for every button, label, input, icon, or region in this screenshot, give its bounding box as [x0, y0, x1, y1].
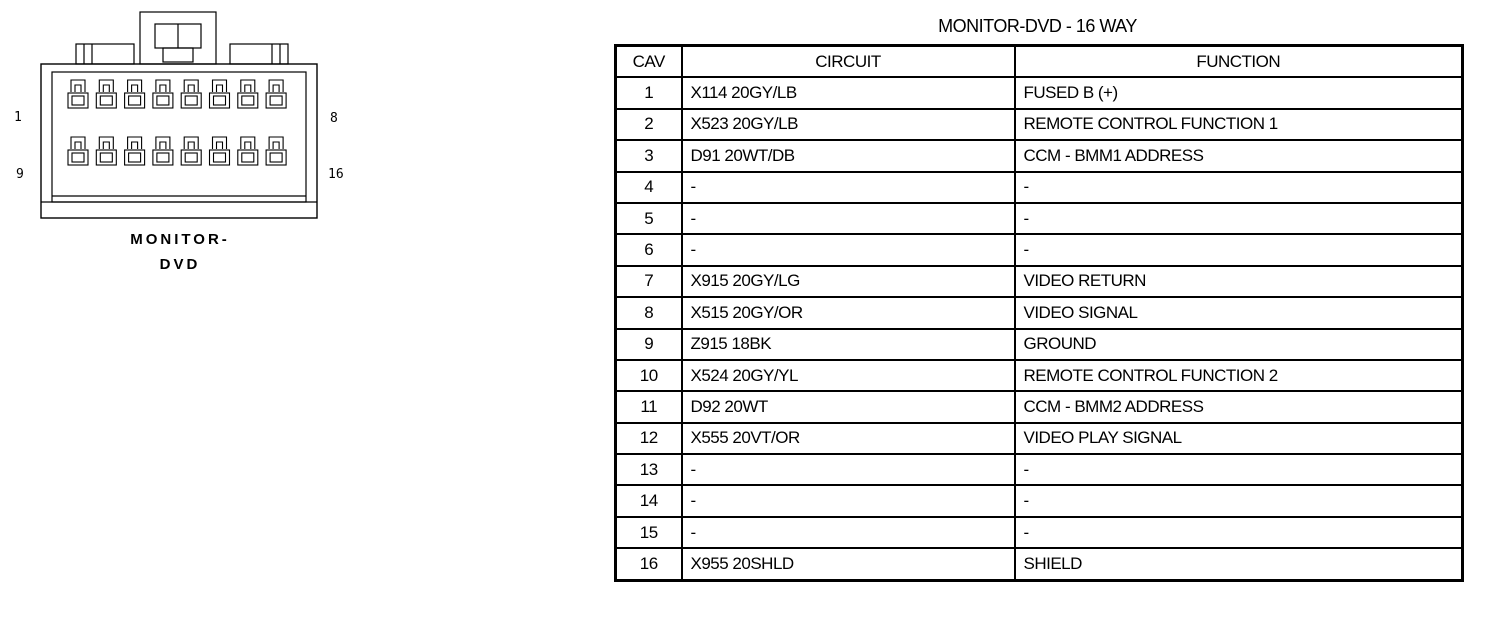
- circuit-cell: X915 20GY/LG: [682, 266, 1015, 297]
- pin-cavity: [181, 80, 201, 108]
- function-cell: -: [1015, 485, 1463, 516]
- header-row: [616, 46, 1463, 78]
- table-row: [616, 266, 1463, 297]
- circuit-cell: -: [682, 203, 1015, 234]
- table-row: [616, 517, 1463, 548]
- cav-cell: 1: [616, 77, 682, 108]
- circuit-cell: -: [682, 454, 1015, 485]
- function-cell: VIDEO PLAY SIGNAL: [1015, 423, 1463, 454]
- table-row: [616, 234, 1463, 265]
- circuit-cell: X955 20SHLD: [682, 548, 1015, 580]
- cav-cell: 12: [616, 423, 682, 454]
- cav-cell: 3: [616, 140, 682, 171]
- cav-cell: 11: [616, 391, 682, 422]
- pin-cavities: [68, 80, 286, 165]
- pin-cavity: [238, 137, 258, 165]
- pin-cavity: [125, 137, 145, 165]
- cavity-face: [52, 72, 306, 202]
- pin-cavity: [210, 137, 230, 165]
- function-cell: -: [1015, 203, 1463, 234]
- cav-cell: 9: [616, 329, 682, 360]
- circuit-cell: -: [682, 172, 1015, 203]
- table-row: [616, 391, 1463, 422]
- connector-name-line1: MONITOR-: [130, 231, 230, 248]
- circuit-cell: -: [682, 517, 1015, 548]
- pin-cavity: [153, 137, 173, 165]
- pin-cavity: [125, 80, 145, 108]
- circuit-cell: D91 20WT/DB: [682, 140, 1015, 171]
- table-row: [616, 360, 1463, 391]
- pinout-table: [614, 44, 1464, 582]
- pin-cavity: [96, 80, 116, 108]
- function-cell: CCM - BMM1 ADDRESS: [1015, 140, 1463, 171]
- left-lock-ear: [76, 44, 134, 64]
- header-circuit: CIRCUIT: [682, 46, 1015, 78]
- cav-cell: 10: [616, 360, 682, 391]
- connector-name-line2: DVD: [159, 256, 201, 273]
- table-row: [616, 172, 1463, 203]
- table-row: [616, 454, 1463, 485]
- function-cell: -: [1015, 454, 1463, 485]
- table-row: [616, 203, 1463, 234]
- cav-cell: 5: [616, 203, 682, 234]
- table-row: [616, 423, 1463, 454]
- cav-cell: 4: [616, 172, 682, 203]
- table-row: [616, 77, 1463, 108]
- pin-label-9: 9: [16, 167, 24, 182]
- header-cav: CAV: [616, 46, 682, 78]
- circuit-cell: X555 20VT/OR: [682, 423, 1015, 454]
- function-cell: -: [1015, 234, 1463, 265]
- function-cell: VIDEO SIGNAL: [1015, 297, 1463, 328]
- pin-label-16: 16: [328, 167, 344, 182]
- function-cell: REMOTE CONTROL FUNCTION 2: [1015, 360, 1463, 391]
- header-function: FUNCTION: [1015, 46, 1463, 78]
- function-cell: -: [1015, 172, 1463, 203]
- circuit-cell: X114 20GY/LB: [682, 77, 1015, 108]
- table-row: [616, 548, 1463, 580]
- pin-cavity: [68, 137, 88, 165]
- right-lock-ear: [230, 44, 288, 64]
- table-title: MONITOR-DVD - 16 WAY: [938, 16, 1137, 36]
- cav-cell: 8: [616, 297, 682, 328]
- connector-body: [41, 64, 317, 218]
- cav-cell: 15: [616, 517, 682, 548]
- function-cell: -: [1015, 517, 1463, 548]
- pin-cavity: [181, 137, 201, 165]
- circuit-cell: D92 20WT: [682, 391, 1015, 422]
- cav-cell: 16: [616, 548, 682, 580]
- circuit-cell: X515 20GY/OR: [682, 297, 1015, 328]
- pin-label-1: 1: [14, 110, 22, 125]
- pin-cavity: [238, 80, 258, 108]
- pin-cavity: [266, 80, 286, 108]
- table-row: [616, 329, 1463, 360]
- table-row: [616, 109, 1463, 140]
- function-cell: VIDEO RETURN: [1015, 266, 1463, 297]
- table-row: [616, 485, 1463, 516]
- circuit-cell: -: [682, 485, 1015, 516]
- function-cell: GROUND: [1015, 329, 1463, 360]
- cav-cell: 14: [616, 485, 682, 516]
- function-cell: SHIELD: [1015, 548, 1463, 580]
- connector-diagram: [0, 0, 380, 300]
- pin-cavity: [68, 80, 88, 108]
- cav-cell: 7: [616, 266, 682, 297]
- function-cell: REMOTE CONTROL FUNCTION 1: [1015, 109, 1463, 140]
- circuit-cell: Z915 18BK: [682, 329, 1015, 360]
- function-cell: FUSED B (+): [1015, 77, 1463, 108]
- pin-label-8: 8: [330, 111, 338, 126]
- table-row: [616, 297, 1463, 328]
- pin-cavity: [266, 137, 286, 165]
- cav-cell: 6: [616, 234, 682, 265]
- pin-cavity: [210, 80, 230, 108]
- cav-cell: 13: [616, 454, 682, 485]
- circuit-cell: X523 20GY/LB: [682, 109, 1015, 140]
- circuit-cell: -: [682, 234, 1015, 265]
- cav-cell: 2: [616, 109, 682, 140]
- pin-cavity: [153, 80, 173, 108]
- function-cell: CCM - BMM2 ADDRESS: [1015, 391, 1463, 422]
- circuit-cell: X524 20GY/YL: [682, 360, 1015, 391]
- table-row: [616, 140, 1463, 171]
- pin-cavity: [96, 137, 116, 165]
